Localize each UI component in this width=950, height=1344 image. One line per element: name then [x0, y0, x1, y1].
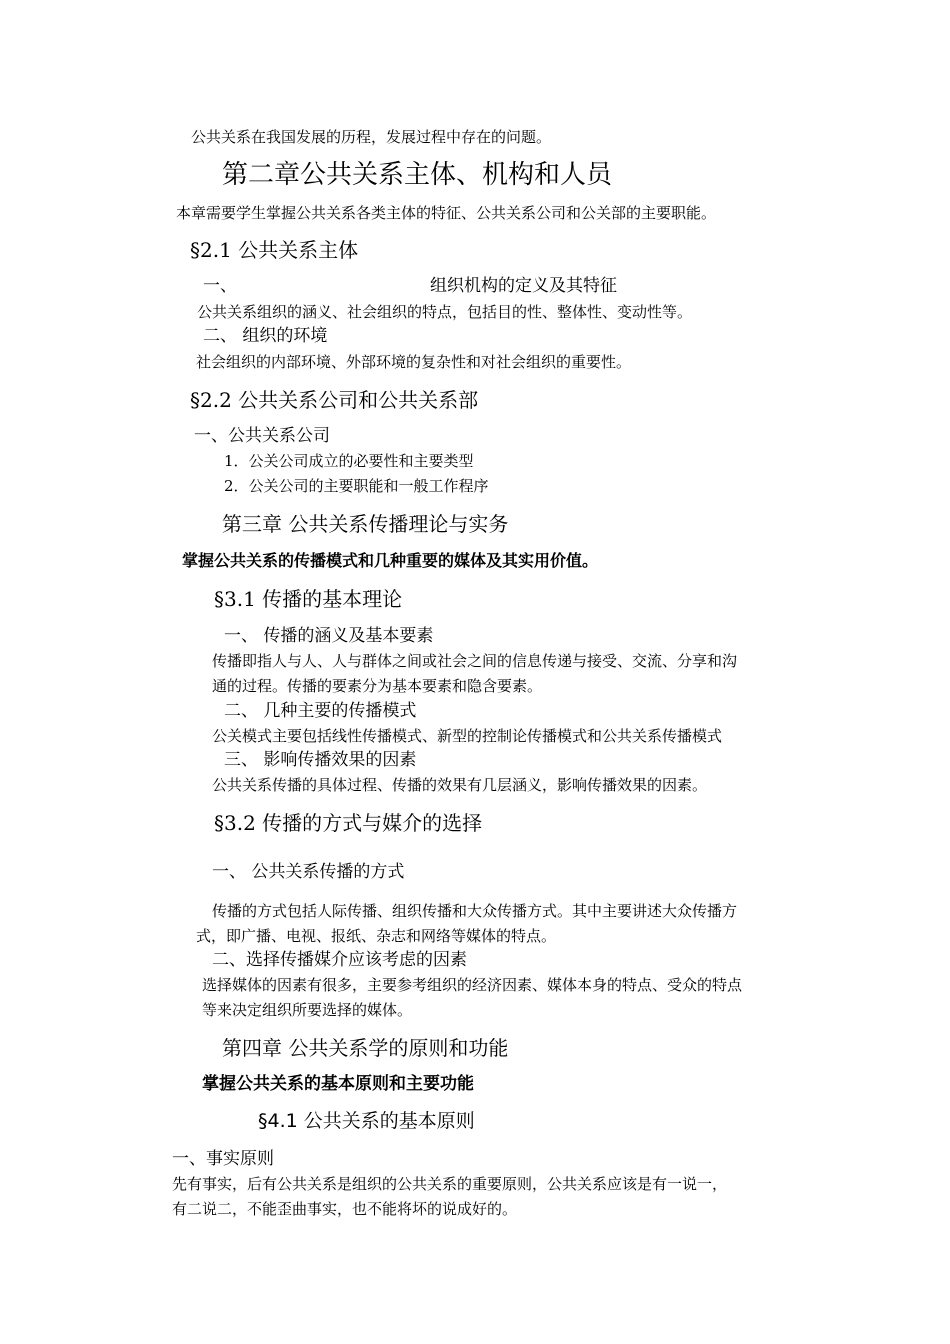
subheading-communication-meaning: 一、 传播的涵义及基本要素 [224, 626, 434, 646]
paragraph-text: 公共关系传播的具体过程、传播的效果有几层涵义，影响传播效果的因素。 [212, 776, 708, 794]
subheading-communication-models: 二、 几种主要的传播模式 [224, 701, 417, 721]
intro-text: 公共关系在我国发展的历程，发展过程中存在的问题。 [191, 128, 552, 146]
list-item: 2．公关公司的主要职能和一般工作程序 [224, 477, 489, 495]
subheading-number: 一、 [203, 276, 237, 296]
paragraph-text: 等来决定组织所要选择的媒体。 [202, 1001, 413, 1019]
section-4-1-heading: §4.1 公共关系的基本原则 [258, 1110, 475, 1132]
chapter-3-title: 第三章 公共关系传播理论与实务 [222, 512, 509, 536]
chapter-3-summary: 掌握公共关系的传播模式和几种重要的媒体及其实用价值。 [182, 551, 599, 570]
paragraph-text: 选择媒体的因素有很多，主要参考组织的经济因素、媒体本身的特点、受众的特点 [202, 976, 743, 994]
chapter-2-title: 第二章公共关系主体、机构和人员 [222, 160, 613, 190]
paragraph-text: 传播的方式包括人际传播、组织传播和大众传播方式。其中主要讲述大众传播方 [212, 902, 738, 920]
list-item: 1．公关公司成立的必要性和主要类型 [224, 452, 474, 470]
subheading-org-definition: 组织机构的定义及其特征 [430, 276, 617, 296]
section-3-2-heading: §3.2 传播的方式与媒介的选择 [214, 811, 483, 835]
subheading-media-selection: 二、选择传播媒介应该考虑的因素 [212, 950, 467, 970]
paragraph-text: 有二说二，不能歪曲事实，也不能将坏的说成好的。 [172, 1200, 518, 1218]
section-3-1-heading: §3.1 传播的基本理论 [214, 587, 403, 611]
paragraph-text: 公共关系组织的涵义、社会组织的特点，包括目的性、整体性、变动性等。 [197, 303, 693, 321]
paragraph-text: 式，即广播、电视、报纸、杂志和网络等媒体的特点。 [196, 927, 557, 945]
subheading-org-environment: 二、 组织的环境 [203, 326, 328, 346]
chapter-2-summary: 本章需要学生掌握公共关系各类主体的特征、公共关系公司和公关部的主要职能。 [176, 204, 717, 222]
paragraph-text: 先有事实，后有公共关系是组织的公共关系的重要原则，公共关系应该是有一说一， [172, 1175, 728, 1193]
chapter-4-title: 第四章 公共关系学的原则和功能 [222, 1036, 509, 1060]
subheading-pr-communication-methods: 一、 公共关系传播的方式 [212, 862, 405, 882]
section-2-1-heading: §2.1 公共关系主体 [190, 238, 359, 262]
section-2-2-heading: §2.2 公共关系公司和公共关系部 [190, 388, 479, 412]
paragraph-text: 通的过程。传播的要素分为基本要素和隐含要素。 [212, 677, 543, 695]
paragraph-text: 社会组织的内部环境、外部环境的复杂性和对社会组织的重要性。 [196, 353, 632, 371]
subheading-fact-principle: 一、事实原则 [172, 1149, 274, 1169]
subheading-communication-effects: 三、 影响传播效果的因素 [224, 750, 417, 770]
subheading-pr-company: 一、公共关系公司 [194, 426, 330, 446]
paragraph-text: 公关模式主要包括线性传播模式、新型的控制论传播模式和公共关系传播模式 [212, 727, 723, 745]
paragraph-text: 传播即指人与人、人与群体之间或社会之间的信息传递与接受、交流、分享和沟 [212, 652, 738, 670]
chapter-4-summary: 掌握公共关系的基本原则和主要功能 [202, 1074, 474, 1094]
